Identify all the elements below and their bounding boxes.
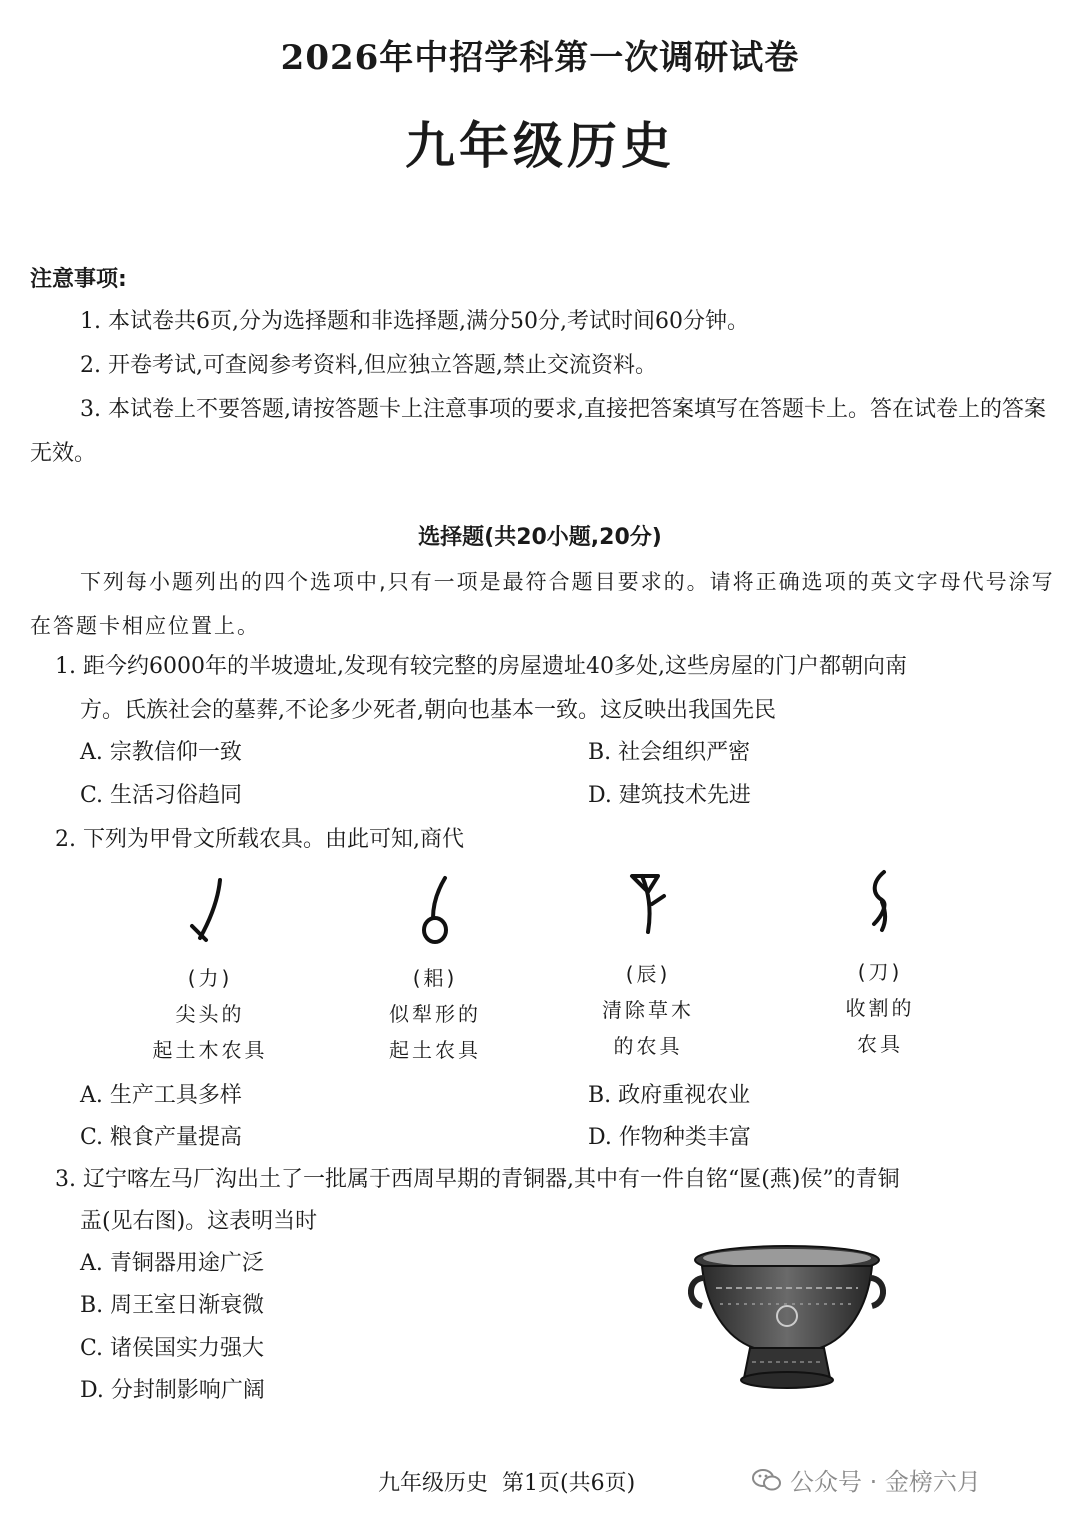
q3-option-b: B. 周王室日渐衰微 xyxy=(80,1293,265,1318)
oracle-chen-icon xyxy=(618,868,678,948)
glyph-si-desc1: 似犁形的 xyxy=(389,1002,481,1026)
bronze-vessel-icon xyxy=(680,1238,895,1398)
oracle-glyph-li xyxy=(140,872,280,1068)
q1-option-a: A. 宗教信仰一致 xyxy=(80,740,242,765)
q1-stem-line2: 方。氏族社会的墓葬,不论多少死者,朝向也基本一致。这反映出我国先民 xyxy=(80,698,776,723)
glyph-li-desc1: 尖头的 xyxy=(175,1002,245,1026)
oracle-li-icon xyxy=(180,872,240,952)
exam-title: 2026年中招学科第一次调研试卷 xyxy=(280,38,800,78)
q3-option-d: D. 分封制影响广阔 xyxy=(80,1378,265,1403)
oracle-glyph-chen xyxy=(578,868,718,1064)
glyph-si-char: (耜) xyxy=(412,966,458,990)
notice-item-1: 1. 本试卷共6页,分为选择题和非选择题,满分50分,考试时间60分钟。 xyxy=(80,309,749,334)
oracle-glyph-dao xyxy=(810,866,950,1062)
notice-item-3: 3. 本试卷上不要答题,请按答题卡上注意事项的要求,直接把答案填写在答题卡上。答在试卷上的答案无效。 xyxy=(30,397,1046,466)
glyph-dao-desc1: 收割的 xyxy=(845,996,915,1020)
q2-option-b: B. 政府重视农业 xyxy=(588,1083,751,1108)
wechat-icon xyxy=(752,1467,782,1493)
q2-option-a: A. 生产工具多样 xyxy=(80,1083,242,1108)
bronze-yu-vessel-image xyxy=(680,1238,895,1402)
q3-option-a: A. 青铜器用途广泛 xyxy=(80,1251,264,1276)
section-instruction: 下列每小题列出的四个选项中,只有一项是最符合题目要求的。请将正确选项的英文字母代号涂写在答题卡相应位置上。 xyxy=(30,570,1055,638)
glyph-chen-char: (辰) xyxy=(625,962,671,986)
glyph-dao-desc2: 农具 xyxy=(857,1032,903,1056)
glyph-li-desc2: 起土木农具 xyxy=(152,1038,268,1062)
q1-stem-line1: 1. 距今约6000年的半坡遗址,发现有较完整的房屋遗址40多处,这些房屋的门户都朝向南 xyxy=(55,654,907,679)
oracle-dao-icon xyxy=(850,866,910,946)
oracle-glyph-si xyxy=(365,872,505,1068)
q2-option-c: C. 粮食产量提高 xyxy=(80,1125,243,1150)
q3-option-c: C. 诸侯国实力强大 xyxy=(80,1336,265,1361)
q1-option-c: C. 生活习俗趋同 xyxy=(80,783,243,808)
watermark xyxy=(752,1462,981,1497)
watermark-text: 公众号 · 金榜六月 xyxy=(790,1468,981,1496)
oracle-si-icon xyxy=(405,872,465,952)
notice-heading: 注意事项: xyxy=(30,267,127,292)
glyph-li-char: (力) xyxy=(187,966,233,990)
glyph-chen-desc1: 清除草木 xyxy=(602,998,694,1022)
page-footer: 九年级历史 第1页(共6页) xyxy=(378,1471,636,1496)
q3-stem-line2: 盂(见右图)。这表明当时 xyxy=(80,1209,318,1234)
q1-option-b: B. 社会组织严密 xyxy=(588,740,751,765)
glyph-si-desc2: 起土农具 xyxy=(389,1038,481,1062)
q2-option-d: D. 作物种类丰富 xyxy=(588,1125,751,1150)
section-title: 选择题(共20小题,20分) xyxy=(418,525,662,550)
glyph-dao-char: (刀) xyxy=(857,960,903,984)
subject-title: 九年级历史 xyxy=(405,116,675,175)
q2-stem-line1: 2. 下列为甲骨文所载农具。由此可知,商代 xyxy=(55,827,464,852)
q1-option-d: D. 建筑技术先进 xyxy=(588,783,751,808)
notice-item-2: 2. 开卷考试,可查阅参考资料,但应独立答题,禁止交流资料。 xyxy=(80,353,657,378)
q3-stem-line1: 3. 辽宁喀左马厂沟出土了一批属于西周早期的青铜器,其中有一件自铭“匽(燕)侯”的青铜 xyxy=(55,1167,900,1192)
glyph-chen-desc2: 的农具 xyxy=(613,1034,683,1058)
